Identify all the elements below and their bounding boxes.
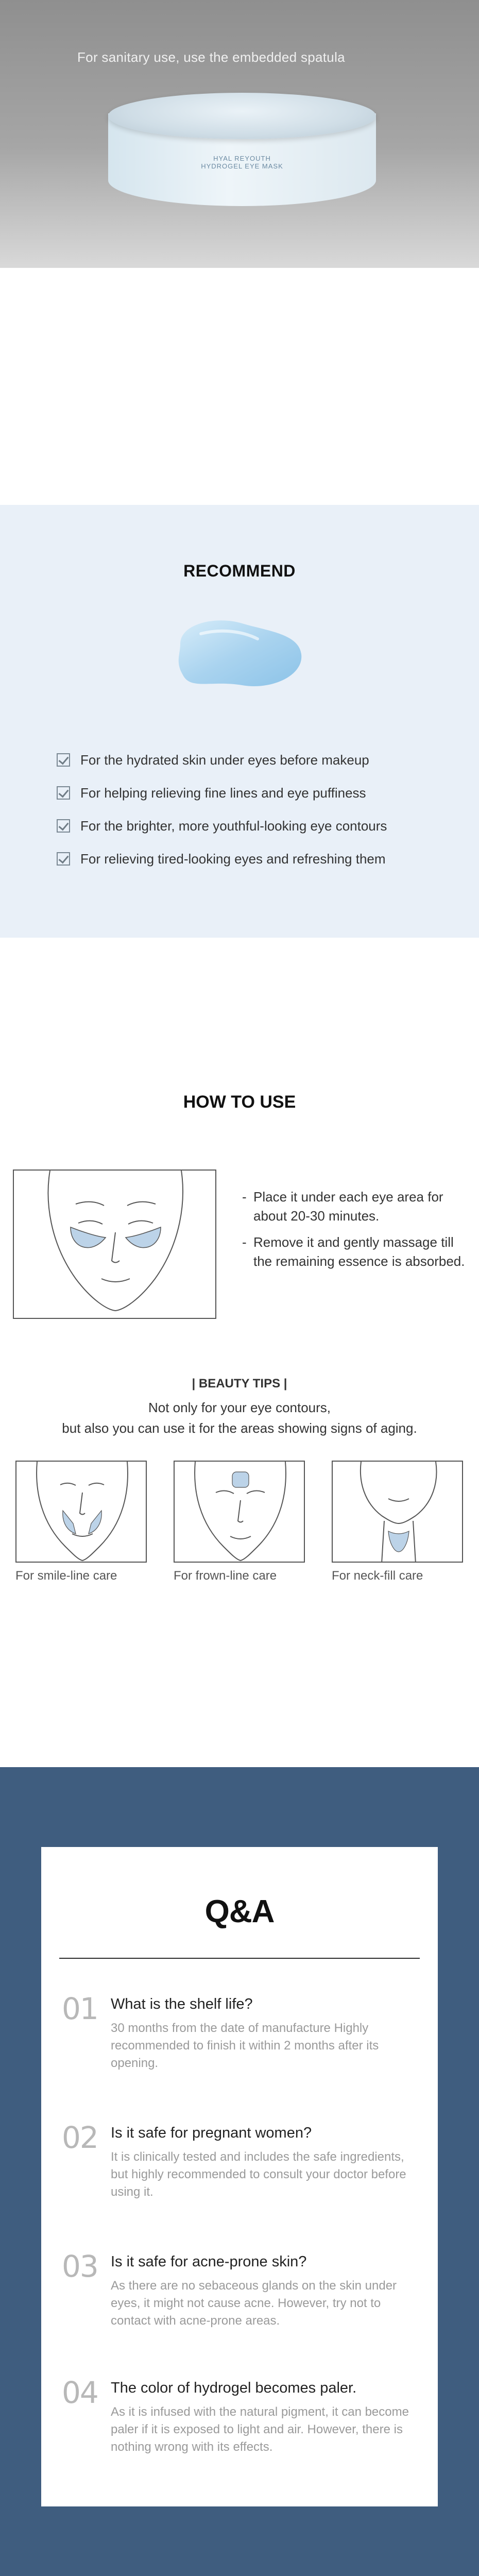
face-with-eye-patches-icon (14, 1171, 216, 1319)
product-photo (0, 0, 479, 268)
usage-step (242, 1233, 469, 1271)
qa-card (41, 1847, 438, 2506)
face-smile-line-icon (16, 1462, 147, 1563)
usage-steps (242, 1188, 469, 1278)
qa-title: Q&A (204, 1894, 275, 1929)
qa-answer: It is clinically tested and includes the safe ingredients, but highly recommended to consult your doctor before using it. (111, 2150, 406, 2199)
qa-number: 02 (62, 2120, 98, 2155)
checkbox-icon (57, 852, 70, 866)
qa-section (0, 1767, 479, 2576)
recommend-item-text: For helping relieving fine lines and eye puffiness (80, 785, 366, 801)
checkbox-icon (57, 819, 70, 833)
beauty-tips-line: but also you can use it for the areas showing signs of aging. (62, 1420, 417, 1436)
qa-number: 04 (62, 2375, 98, 2410)
checkbox-icon (57, 753, 70, 767)
qa-question: Is it safe for pregnant women? (111, 2125, 312, 2141)
tip-label: For smile-line care (15, 1569, 117, 1583)
qa-question: The color of hydrogel becomes paler. (111, 2380, 357, 2396)
recommend-title: RECOMMEND (183, 562, 296, 580)
tip-smile-line (15, 1461, 147, 1583)
qa-answer: As it is infused with the natural pigment, it can become paler if it is exposed to light and air. However, there is nothing wrong with its effects. (111, 2405, 409, 2454)
frown-line-illustration (174, 1461, 305, 1563)
bullet-dash: - (242, 1189, 247, 1205)
how-to-use-title: HOW TO USE (183, 1092, 296, 1112)
beauty-tips-text (0, 1397, 479, 1438)
recommend-item-text: For the hydrated skin under eyes before makeup (80, 752, 369, 768)
bullet-dash: - (242, 1234, 247, 1250)
qa-number: 03 (62, 2249, 98, 2284)
recommend-item-text: For the brighter, more youthful-looking eye contours (80, 818, 387, 834)
face-neck-fill-icon (333, 1462, 463, 1563)
tip-neck-fill (332, 1461, 463, 1583)
recommend-item (57, 747, 448, 773)
jar-label: HYAL REYOUTH HYDROGEL EYE MASK (201, 155, 283, 170)
beauty-tips-title: | BEAUTY TIPS | (192, 1377, 287, 1391)
photo-caption: For sanitary use, use the embedded spatula (77, 49, 345, 65)
tip-label: For frown-line care (174, 1569, 277, 1583)
beauty-tips-line: Not only for your eye contours, (148, 1400, 331, 1415)
qa-question: Is it safe for acne-prone skin? (111, 2253, 307, 2270)
recommend-section (0, 505, 479, 938)
how-to-use-section (0, 1010, 479, 1700)
face-illustration (13, 1170, 216, 1319)
recommend-item (57, 780, 448, 806)
product-photo-section (0, 0, 479, 443)
neck-fill-illustration (332, 1461, 463, 1563)
smile-line-illustration (15, 1461, 147, 1563)
recommend-item (57, 846, 448, 872)
gel-swatch-image (170, 613, 309, 696)
qa-question: What is the shelf life? (111, 1996, 253, 2012)
checkbox-icon (57, 786, 70, 800)
usage-step-text: Remove it and gently massage till the remaining essence is absorbed. (253, 1234, 465, 1269)
usage-step-text: Place it under each eye area for about 20-30 minutes. (253, 1189, 443, 1224)
qa-answer: As there are no sebaceous glands on the skin under eyes, it might not cause acne. However, try not to contact with acne-prone areas. (111, 2279, 397, 2328)
qa-answer: 30 months from the date of manufacture Highly recommended to finish it within 2 months after its opening. (111, 2021, 379, 2070)
recommend-item-text: For relieving tired-looking eyes and refreshing them (80, 851, 386, 867)
recommend-item (57, 813, 448, 839)
face-frown-line-icon (175, 1462, 305, 1563)
eye-mask-jar-lid (108, 93, 376, 139)
recommend-list (57, 747, 448, 879)
qa-divider (59, 1958, 420, 1959)
tip-label: For neck-fill care (332, 1569, 423, 1583)
usage-step (242, 1188, 469, 1226)
tip-frown-line (174, 1461, 305, 1583)
qa-number: 01 (62, 1991, 98, 2026)
